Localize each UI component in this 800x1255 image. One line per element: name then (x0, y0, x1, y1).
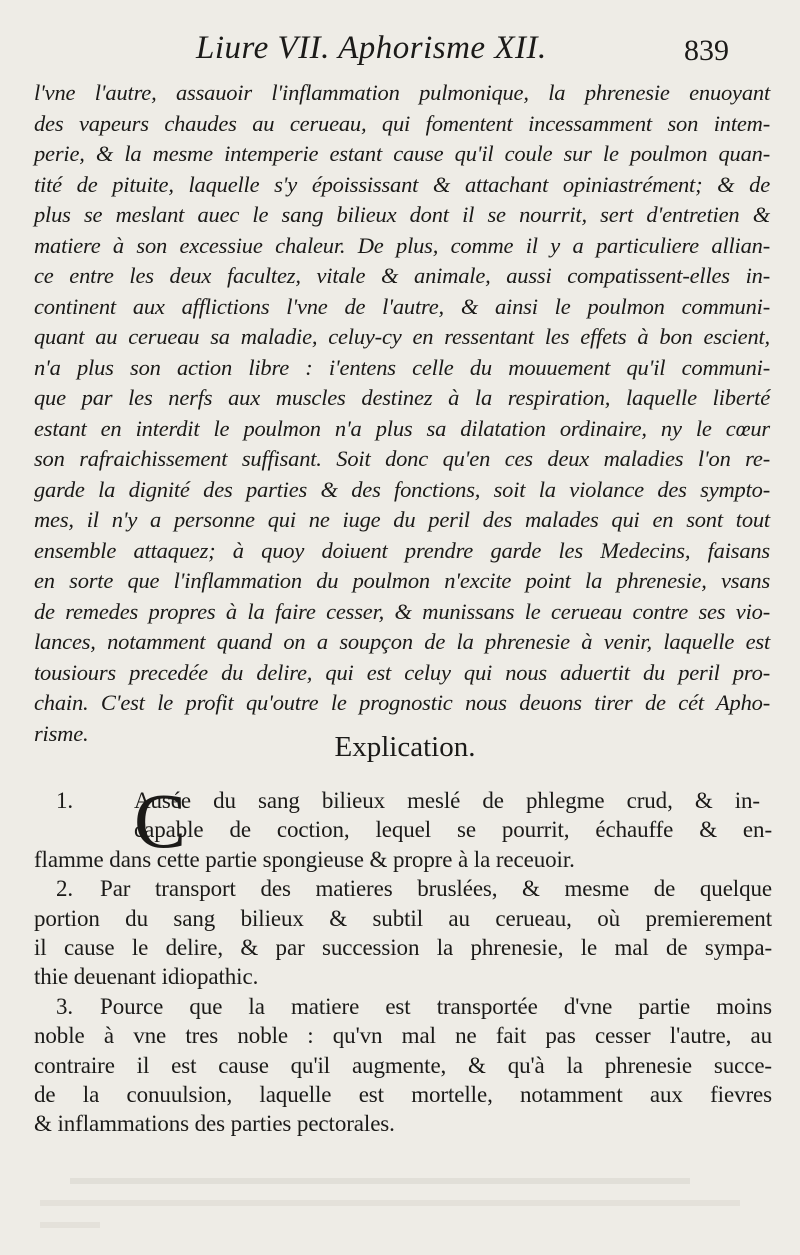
text-line (34, 874, 772, 903)
text-line: des vapeurs chaudes au cerueau, qui fomentent incessamment son intem- (34, 110, 770, 136)
text-line: estant en interdit le poulmon n'a plus sa dilatation ordinaire, ny le cœur (34, 415, 770, 441)
text-line: quant au cerueau sa maladie, celuy-cy en ressentant les effets à bon escient, (34, 324, 770, 349)
page-header (0, 30, 800, 74)
text-line: matiere à son excessiue chaleur. De plus, comme il y a particuliere allian- (34, 232, 770, 258)
text-line: noble à vne tres noble : qu'vn mal ne fait pas cesser l'autre, au (34, 1023, 772, 1049)
text-line: tousiours precedée du delire, qui est celuy qui nous aduertit du peril pro- (34, 659, 770, 685)
aphorism-commentary (34, 78, 770, 749)
text-line-body: Pource que la matiere est transportée d'vne partie moins (100, 993, 772, 1019)
text-line: de remedes propres à la faire cesser, & munissans le cerueau contre ses vio- (34, 598, 770, 624)
running-title: Liure VII. Aphorisme XII. (196, 30, 547, 66)
item-number: 3. (56, 993, 74, 1019)
text-line: de la conuulsion, laquelle est mortelle, notamment aux fievres (34, 1081, 772, 1107)
text-line (34, 992, 772, 1021)
text-line-body: Ausée du sang bilieux meslé de phlegme crud, & in- (134, 788, 760, 813)
text-line: portion du sang bilieux & subtil au cerueau, où premierement (34, 905, 772, 931)
text-line: l'vne l'autre, assauoir l'inflammation pulmonique, la phrenesie enuoyant (34, 80, 770, 105)
show-through-texture (30, 1170, 770, 1240)
section-heading: Explication. (334, 731, 476, 763)
text-line: risme. (34, 720, 89, 746)
text-line: capable de coction, lequel se pourrit, échauffe & en- (134, 817, 772, 843)
item-number: 1. (56, 788, 74, 813)
text-line: ce entre les deux facultez, vitale & animale, aussi compatissent-elles in- (34, 263, 770, 288)
text-line-body: Par transport des matieres bruslées, & mesme de quelque (100, 876, 772, 902)
drop-cap: C (134, 777, 186, 864)
explication-item-1 (34, 777, 772, 874)
item-number: 2. (56, 876, 74, 902)
text-line: & inflammations des parties pectorales. (34, 1111, 395, 1137)
text-line: plus se meslant auec le sang bilieux dont il se nourrit, sert d'entretien & (34, 202, 770, 227)
text-line: thie deuenant idiopathic. (34, 964, 259, 990)
bleed-through-marks (30, 1170, 770, 1240)
text-line: il cause le delire, & par succession la phrenesie, le mal de sympa- (34, 934, 772, 960)
text-line: perie, & la mesme intemperie estant cause qu'il coule sur le poulmon quan- (34, 141, 770, 166)
text-line: que par les nerfs aux muscles destinez à la respiration, laquelle liberté (34, 385, 770, 410)
explication-section (34, 777, 772, 1139)
explication-item-2 (34, 874, 772, 992)
text-line: n'a plus son action libre : i'entens celle du mouuement qu'il communi- (34, 354, 770, 380)
text-line: garde la dignité des parties & des fonctions, soit la violance des sympto- (34, 476, 770, 502)
explication-item-3 (34, 992, 772, 1139)
page-number: 839 (684, 34, 729, 67)
text-line: ensemble attaquez; à quoy doiuent prendre garde les Medecins, faisans (34, 537, 770, 563)
text-line: chain. C'est le profit qu'outre le prognostic nous deuons tirer de cét Apho- (34, 690, 770, 715)
text-line: contraire il est cause qu'il augmente, & qu'à la phrenesie succe- (34, 1052, 772, 1078)
text-line: lances, notamment quand on a soupçon de la phrenesie à venir, laquelle est (34, 629, 770, 654)
text-line: en sorte que l'inflammation du poulmon n'excite point la phrenesie, vsans (34, 568, 770, 593)
text-line: tité de pituite, laquelle s'y époississant & attachant opiniastrément; & de (34, 171, 770, 197)
text-line: continent aux afflictions l'vne de l'autre, & ainsi le poulmon communi- (34, 293, 770, 319)
text-line: son rafraichissement suffisant. Soit donc qu'en ces deux maladies l'on re- (34, 446, 770, 471)
text-line: mes, il n'y a personne qui ne iuge du peril des malades qui en sont tout (34, 507, 770, 532)
text-line: flamme dans cette partie spongieuse & propre à la receuoir. (34, 846, 575, 872)
